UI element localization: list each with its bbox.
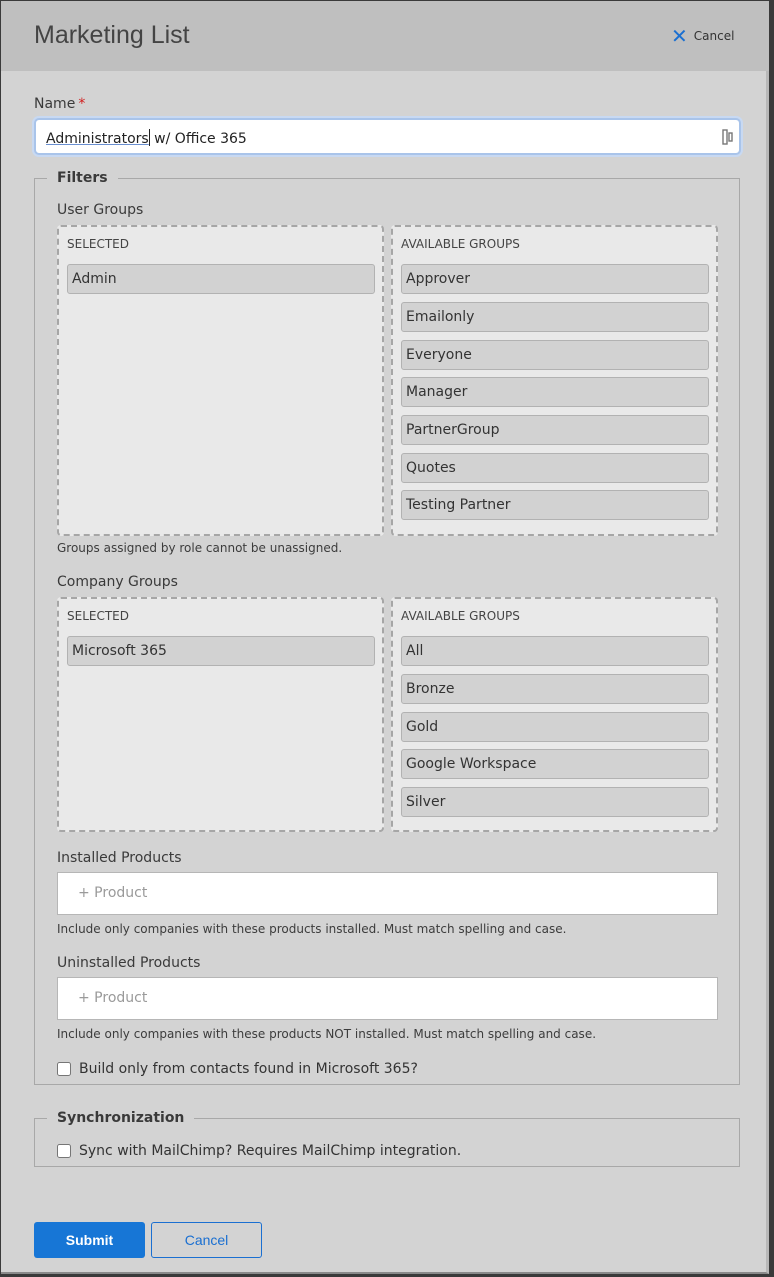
chip-partnergroup[interactable]: PartnerGroup <box>401 415 709 445</box>
chip-manager[interactable]: Manager <box>401 377 709 407</box>
filters-legend: Filters <box>47 170 118 186</box>
mailchimp-checkbox[interactable] <box>57 1144 71 1158</box>
header-cancel-label: Cancel <box>693 29 735 43</box>
header-cancel-button[interactable] <box>671 24 735 48</box>
uninstalled-products-input[interactable]: + Product <box>57 977 718 1020</box>
company-groups-selected-zone[interactable] <box>57 597 384 832</box>
chip-gold[interactable]: Gold <box>401 712 709 742</box>
name-label <box>34 96 85 112</box>
selected-title: SELECTED <box>67 609 129 623</box>
company-groups-label: Company Groups <box>57 574 178 590</box>
dialog-header <box>1 1 769 71</box>
installed-products-hint: Include only companies with these products installed. Must match spelling and case. <box>57 922 567 936</box>
installed-products-label: Installed Products <box>57 850 182 866</box>
chip-microsoft-365[interactable]: Microsoft 365 <box>67 636 375 666</box>
chip-approver[interactable]: Approver <box>401 264 709 294</box>
available-title: AVAILABLE GROUPS <box>401 237 520 251</box>
chip-all[interactable]: All <box>401 636 709 666</box>
chip-bronze[interactable]: Bronze <box>401 674 709 704</box>
user-groups-hint: Groups assigned by role cannot be unassigned. <box>57 541 343 555</box>
build-only-checkbox[interactable] <box>57 1062 71 1076</box>
installed-products-input[interactable]: + Product <box>57 872 718 915</box>
chip-quotes[interactable]: Quotes <box>401 453 709 483</box>
name-value-part1: Administrators <box>46 131 149 147</box>
chip-admin[interactable]: Admin <box>67 264 375 294</box>
chip-everyone[interactable]: Everyone <box>401 340 709 370</box>
company-groups-available-zone[interactable] <box>391 597 718 832</box>
build-only-label: Build only from contacts found in Microsoft 365? <box>79 1061 418 1077</box>
mailchimp-row[interactable] <box>57 1143 461 1159</box>
user-groups-label: User Groups <box>57 202 144 218</box>
password-manager-icon[interactable] <box>722 129 734 145</box>
cancel-button[interactable]: Cancel <box>151 1222 262 1258</box>
sync-legend: Synchronization <box>47 1110 194 1126</box>
user-groups-selected-zone[interactable] <box>57 225 384 536</box>
close-icon: ✕ <box>671 24 688 48</box>
required-mark: * <box>78 96 86 112</box>
chip-silver[interactable]: Silver <box>401 787 709 817</box>
submit-button[interactable]: Submit <box>34 1222 145 1258</box>
name-value-part2: w/ Office 365 <box>149 131 247 147</box>
build-only-row[interactable] <box>57 1061 418 1077</box>
chip-google-workspace[interactable]: Google Workspace <box>401 749 709 779</box>
selected-title: SELECTED <box>67 237 129 251</box>
chip-emailonly[interactable]: Emailonly <box>401 302 709 332</box>
dialog-title: Marketing List <box>34 21 190 49</box>
user-groups-available-zone[interactable] <box>391 225 718 536</box>
mailchimp-label: Sync with MailChimp? Requires MailChimp integration. <box>79 1143 462 1159</box>
chip-testing-partner[interactable]: Testing Partner <box>401 490 709 520</box>
uninstalled-products-hint: Include only companies with these products NOT installed. Must match spelling and case. <box>57 1027 597 1041</box>
marketing-list-dialog <box>1 1 769 1274</box>
uninstalled-products-label: Uninstalled Products <box>57 955 201 971</box>
name-label-text: Name <box>34 96 76 112</box>
name-input[interactable] <box>34 118 741 155</box>
available-title: AVAILABLE GROUPS <box>401 609 520 623</box>
